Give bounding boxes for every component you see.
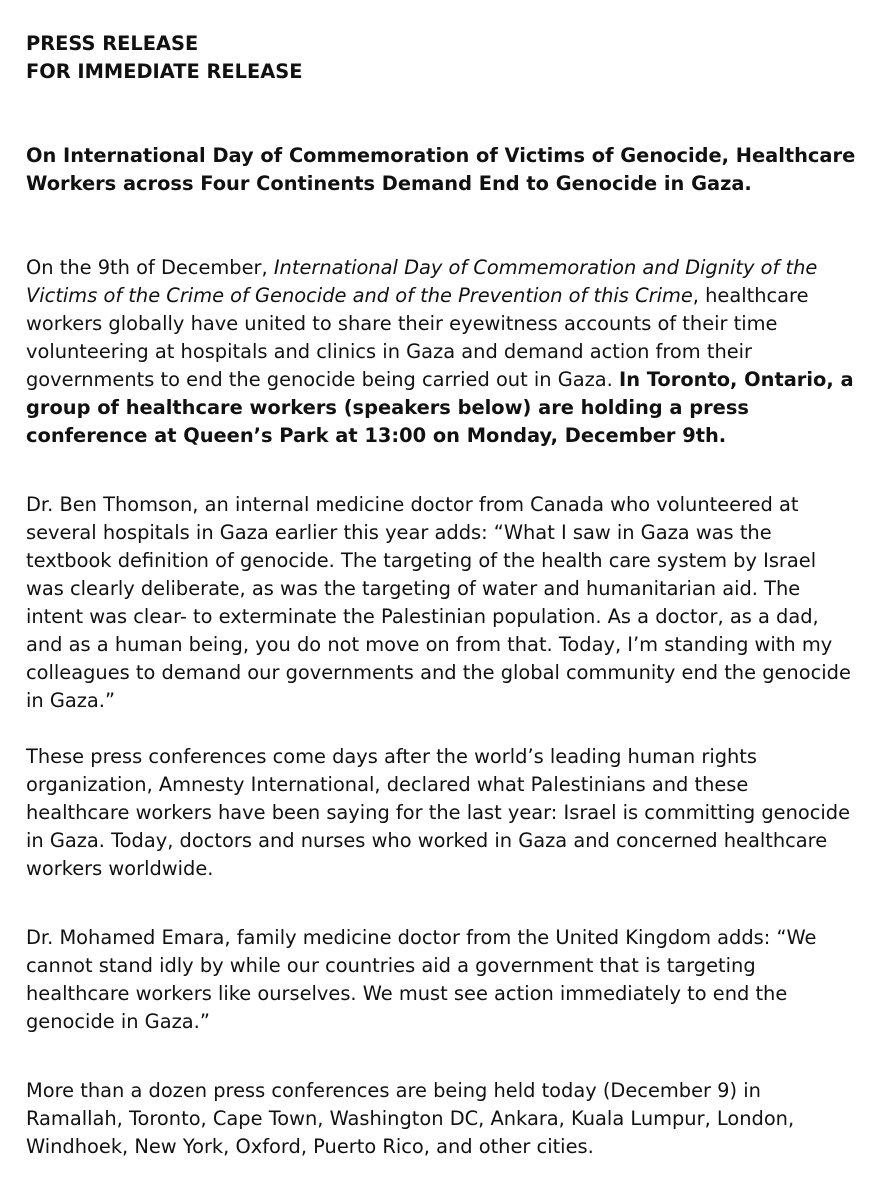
paragraph-ben-thomson-quote: Dr. Ben Thomson, an internal medicine doctor from Canada who volunteered at several hospitals in Gaza earlier this year adds: “What I saw in Gaza was the textbook definition of genocide. The targeting of the health care system by Israel was clearly deliberate, as was the targeting of water and humanitarian aid. The intent was clear- to exterminate the Palestinian population. As a doctor, as a dad, and as a human being, you do not move on from that. Today, I’m standing with my colleagues to demand our governments and the global community end the genocide in Gaza.” [26,493,851,712]
press-release-label: PRESS RELEASE [26,32,199,55]
paragraph-cities: More than a dozen press conferences are being held today (December 9) in Ramallah, Toronto, Cape Town, Washington DC, Ankara, Kuala Lumpur, London, Windhoek, New York, Oxford, Puerto Rico, and other cities. [26,1079,795,1158]
intro-lead-text: On the 9th of December, [26,256,274,279]
toronto-event-text: In Toronto, Ontario, a group of healthcare workers (speakers below) are holding a press conference at Queen’s Park at 13:00 on Monday, December 9th. [26,368,854,447]
observance-name: International Day of Commemoration and Dignity of the Victims of the Crime of Genocide and of the Prevention of this Crime [26,256,818,307]
paragraph-context: These press conferences come days after the world’s leading human rights organization, Amnesty International, declared what Palestinians and these healthcare workers have been saying for the last year: Israel is committing genocide in Gaza. Today, doctors and nurses who worked in Gaza and concerned healthcare workers worldwide. [26,745,851,880]
paragraph-intro [26,254,856,450]
immediate-release-label: FOR IMMEDIATE RELEASE [26,60,303,83]
press-release-document [26,30,856,1161]
intro-body-text: , healthcare workers globally have united to share their eyewitness accounts of their time volunteering at hospitals and clinics in Gaza and demand action from their governments to end the genocide being carried out in Gaza. [26,284,809,391]
headline: On International Day of Commemoration of Victims of Genocide, Healthcare Workers across Four Continents Demand End to Genocide in Gaza. [26,144,856,195]
paragraph-mohamed-emara-quote: Dr. Mohamed Emara, family medicine doctor from the United Kingdom adds: “We cannot stand idly by while our countries aid a government that is targeting healthcare workers like ourselves. We must see action immediately to end the genocide in Gaza.” [26,926,817,1033]
